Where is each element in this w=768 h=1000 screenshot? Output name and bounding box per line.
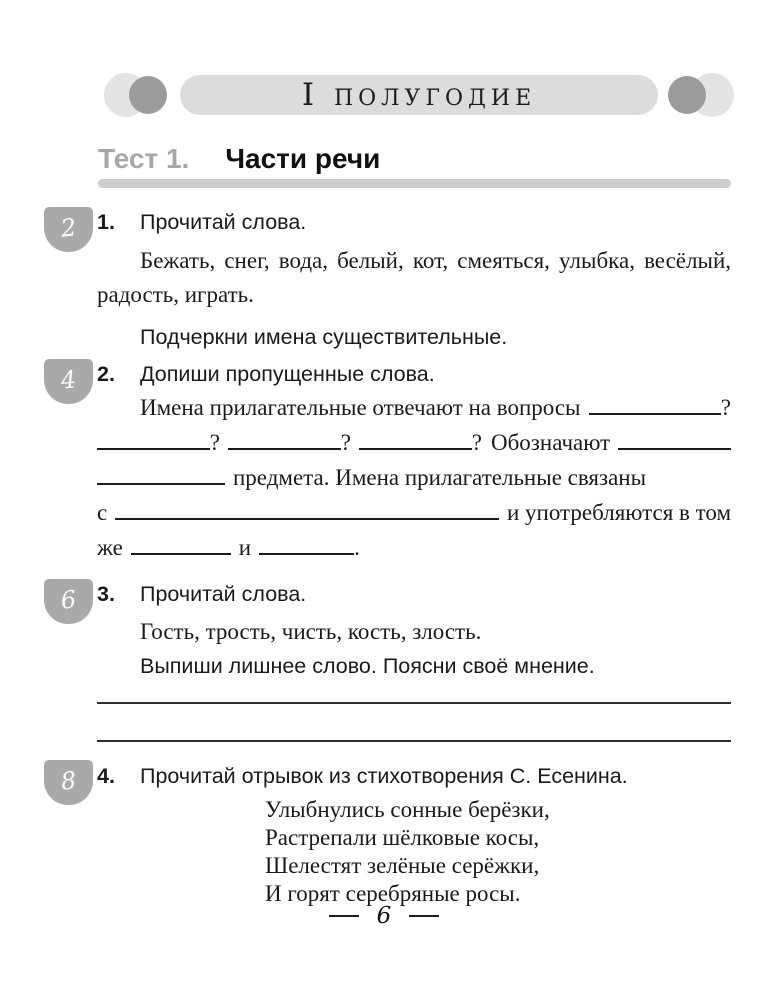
title-underline-bar: [98, 179, 731, 188]
margin-badge-number: 2: [59, 213, 78, 243]
task-2-cloze-text: [97, 395, 731, 570]
task-number: 1.: [97, 210, 115, 234]
cloze-text: ?: [720, 395, 731, 420]
task-number: 3.: [97, 582, 115, 606]
margin-badge-number: 4: [59, 365, 78, 395]
cloze-text: предмета. Имена прилагательные связаны: [233, 465, 647, 490]
margin-badge-number: 8: [59, 766, 78, 796]
cloze-line: [97, 430, 731, 465]
footer-dash: [409, 915, 439, 917]
decorative-circle-dark-left: [129, 76, 167, 114]
cloze-line: [97, 395, 731, 430]
page-title: Части речи: [225, 143, 381, 174]
cloze-line: [97, 465, 731, 500]
task-number: 2.: [97, 362, 115, 386]
task-3-head: [97, 581, 731, 608]
test-label: Тест 1.: [98, 143, 190, 174]
cloze-text: и употребляются в том: [506, 500, 731, 525]
cloze-text: же: [97, 535, 123, 560]
section-banner-title: I полугодие: [301, 77, 537, 113]
task-3-word-list: Гость, трость, чисть, кость, злость.: [140, 619, 482, 644]
task-4-head: [97, 763, 731, 790]
task-1-word-list: Бежать, снег, вода, белый, кот, смеяться, улыбка, весёлый, радость, играть.: [97, 248, 731, 307]
task-instruction: Допиши пропущенные слова.: [140, 362, 435, 386]
task-2: [97, 361, 731, 570]
task-instruction: Прочитай отрывок из стихотворения С. Есенина.: [140, 764, 628, 788]
cloze-line: [97, 535, 731, 570]
poem-line: Растрепали шёлковые косы,: [265, 825, 540, 850]
cloze-text: Обозначают: [491, 430, 611, 455]
cloze-text: ?: [340, 430, 351, 455]
answer-lines: [97, 666, 731, 742]
task-2-head: [97, 361, 731, 388]
task-1-head: [97, 209, 731, 236]
margin-badge: [44, 359, 93, 404]
cloze-text: Имена прилагательные отвечают на вопросы: [140, 395, 581, 420]
cloze-line: [97, 500, 731, 535]
cloze-text: ?: [471, 430, 482, 455]
test-title-row: [98, 143, 380, 175]
task-1: [97, 209, 731, 351]
cloze-text: с: [97, 500, 108, 525]
answer-writing-line: [97, 704, 731, 742]
fill-in-blank: [618, 444, 731, 450]
poem-line: Шелестят зелёные серёжки,: [265, 853, 540, 878]
answer-writing-line: [97, 666, 731, 704]
task-instruction-secondary: Подчеркни имена существительные.: [140, 325, 508, 349]
section-banner: [180, 75, 658, 115]
margin-badge: [44, 207, 93, 252]
task-instruction: Прочитай слова.: [140, 210, 307, 234]
fill-in-blank: [131, 549, 231, 555]
margin-badge: [44, 579, 93, 624]
fill-in-blank: [115, 514, 499, 520]
poem-excerpt: [97, 796, 731, 908]
poem-line: И горят серебряные росы.: [265, 881, 521, 906]
fill-in-blank: [589, 409, 721, 415]
fill-in-blank: [259, 549, 354, 555]
fill-in-blank: [228, 444, 341, 450]
task-4: [97, 763, 731, 908]
poem-line: Улыбнулись сонные берёзки,: [265, 797, 550, 822]
decorative-circle-dark-right: [668, 76, 706, 114]
task-number: 4.: [97, 764, 115, 788]
task-instruction: Прочитай слова.: [140, 582, 307, 606]
margin-badge-number: 6: [59, 585, 78, 615]
page-footer: [0, 903, 768, 929]
cloze-text: .: [354, 535, 360, 560]
fill-in-blank: [97, 444, 210, 450]
fill-in-blank: [97, 479, 225, 485]
fill-in-blank: [359, 444, 472, 450]
margin-badge: [44, 760, 93, 805]
footer-dash: [329, 915, 359, 917]
task-instruction-secondary: Выпиши лишнее слово. Поясни своё мнение.: [140, 654, 595, 678]
page-number: 6: [376, 903, 392, 929]
cloze-text: ?: [209, 430, 220, 455]
cloze-text: и: [238, 535, 252, 560]
